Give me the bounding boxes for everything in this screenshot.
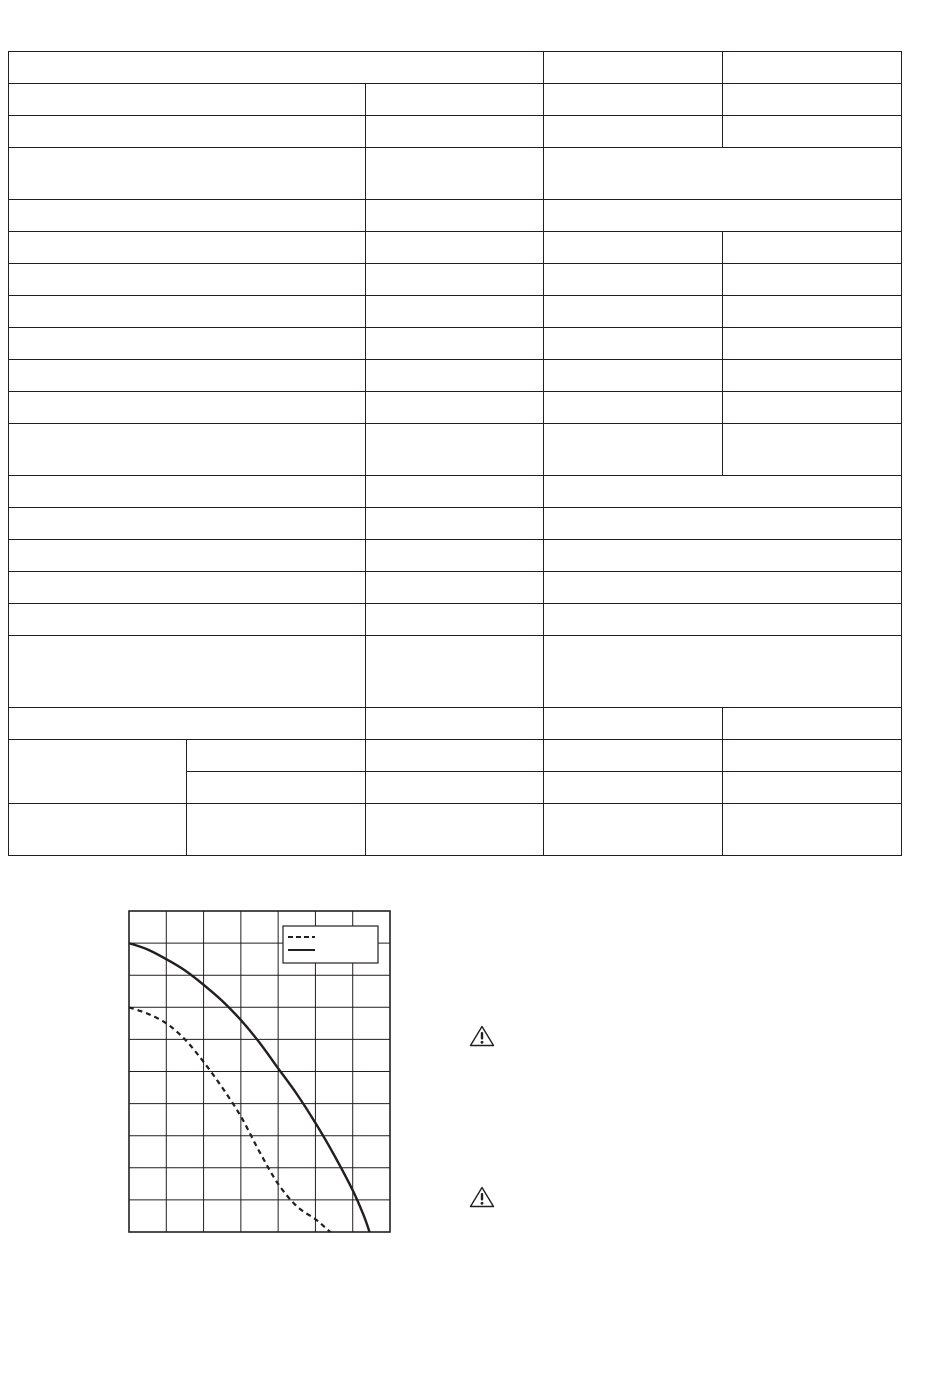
table-cell bbox=[723, 740, 902, 772]
table-cell bbox=[366, 264, 544, 296]
table-cell bbox=[9, 232, 366, 264]
table-cell bbox=[544, 424, 723, 476]
table-cell bbox=[723, 772, 902, 804]
table-row bbox=[9, 708, 902, 740]
table-cell bbox=[544, 328, 723, 360]
table-cell bbox=[366, 740, 544, 772]
table-cell bbox=[9, 84, 366, 116]
table-cell bbox=[187, 740, 366, 772]
table-cell bbox=[723, 232, 902, 264]
table-cell bbox=[723, 296, 902, 328]
table-cell bbox=[9, 200, 366, 232]
table-cell bbox=[723, 424, 902, 476]
table-cell bbox=[544, 636, 902, 708]
table-cell bbox=[366, 636, 544, 708]
chart-legend bbox=[283, 926, 378, 963]
performance-curve-chart bbox=[128, 910, 392, 1234]
table-cell bbox=[366, 296, 544, 328]
table-row bbox=[9, 604, 902, 636]
table-cell bbox=[544, 804, 723, 856]
series-line-dashed bbox=[129, 1007, 330, 1232]
table-cell bbox=[544, 540, 902, 572]
table-row bbox=[9, 540, 902, 572]
table-cell bbox=[366, 424, 544, 476]
table-cell bbox=[9, 116, 366, 148]
specifications-table-body bbox=[9, 52, 902, 856]
table-row bbox=[9, 148, 902, 200]
table-cell bbox=[9, 424, 366, 476]
table-cell bbox=[544, 232, 723, 264]
table-cell bbox=[9, 360, 366, 392]
table-cell bbox=[723, 52, 902, 84]
table-cell bbox=[366, 572, 544, 604]
table-cell bbox=[366, 708, 544, 740]
table-cell bbox=[187, 772, 366, 804]
table-cell bbox=[544, 572, 902, 604]
table-cell bbox=[544, 52, 723, 84]
table-cell bbox=[366, 360, 544, 392]
table-cell bbox=[723, 708, 902, 740]
table-row bbox=[9, 476, 902, 508]
table-cell bbox=[366, 540, 544, 572]
table-cell bbox=[723, 264, 902, 296]
table-cell bbox=[544, 476, 902, 508]
table-row bbox=[9, 52, 902, 84]
table-row bbox=[9, 636, 902, 708]
table-cell bbox=[366, 476, 544, 508]
table-cell bbox=[366, 604, 544, 636]
table-row bbox=[9, 116, 902, 148]
table-cell bbox=[187, 804, 366, 856]
table-row bbox=[9, 328, 902, 360]
table-cell bbox=[723, 804, 902, 856]
table-cell bbox=[9, 804, 187, 856]
warning-triangle-icon bbox=[469, 1186, 495, 1208]
specifications-table bbox=[8, 51, 902, 856]
table-cell bbox=[366, 232, 544, 264]
series-line-solid bbox=[129, 943, 370, 1232]
table-cell bbox=[366, 328, 544, 360]
table-cell bbox=[366, 84, 544, 116]
table-cell bbox=[723, 360, 902, 392]
table-row bbox=[9, 424, 902, 476]
table-cell bbox=[544, 772, 723, 804]
chart-series-group bbox=[129, 943, 370, 1232]
table-cell bbox=[9, 540, 366, 572]
table-cell bbox=[723, 328, 902, 360]
table-cell bbox=[544, 116, 723, 148]
table-cell bbox=[544, 264, 723, 296]
table-cell bbox=[544, 296, 723, 328]
table-row bbox=[9, 740, 902, 772]
table-cell bbox=[9, 740, 187, 804]
table-cell bbox=[9, 52, 544, 84]
table-cell bbox=[366, 508, 544, 540]
table-cell bbox=[366, 804, 544, 856]
table-row bbox=[9, 84, 902, 116]
table-cell bbox=[544, 708, 723, 740]
table-cell bbox=[366, 392, 544, 424]
table-cell bbox=[544, 360, 723, 392]
table-cell bbox=[9, 508, 366, 540]
table-cell bbox=[9, 296, 366, 328]
table-cell bbox=[9, 148, 366, 200]
table-cell bbox=[544, 148, 902, 200]
table-cell bbox=[9, 392, 366, 424]
table-cell bbox=[366, 116, 544, 148]
table-cell bbox=[366, 772, 544, 804]
table-cell bbox=[723, 392, 902, 424]
table-cell bbox=[9, 476, 366, 508]
table-cell bbox=[366, 200, 544, 232]
table-cell bbox=[544, 508, 902, 540]
table-row bbox=[9, 804, 902, 856]
table-row bbox=[9, 360, 902, 392]
table-row bbox=[9, 392, 902, 424]
table-row bbox=[9, 232, 902, 264]
table-row bbox=[9, 200, 902, 232]
table-cell bbox=[544, 392, 723, 424]
table-row bbox=[9, 508, 902, 540]
table-cell bbox=[9, 604, 366, 636]
table-cell bbox=[9, 708, 366, 740]
table-cell bbox=[9, 328, 366, 360]
chart-legend-box bbox=[283, 926, 378, 963]
table-cell bbox=[544, 84, 723, 116]
table-cell bbox=[366, 148, 544, 200]
table-row bbox=[9, 572, 902, 604]
table-cell bbox=[9, 264, 366, 296]
warning-triangle-icon bbox=[469, 1025, 495, 1047]
table-cell bbox=[544, 740, 723, 772]
table-row bbox=[9, 264, 902, 296]
table-cell bbox=[544, 200, 902, 232]
table-cell bbox=[9, 636, 366, 708]
table-cell bbox=[544, 604, 902, 636]
table-cell bbox=[723, 116, 902, 148]
table-cell bbox=[9, 572, 366, 604]
table-cell bbox=[723, 84, 902, 116]
table-row bbox=[9, 296, 902, 328]
